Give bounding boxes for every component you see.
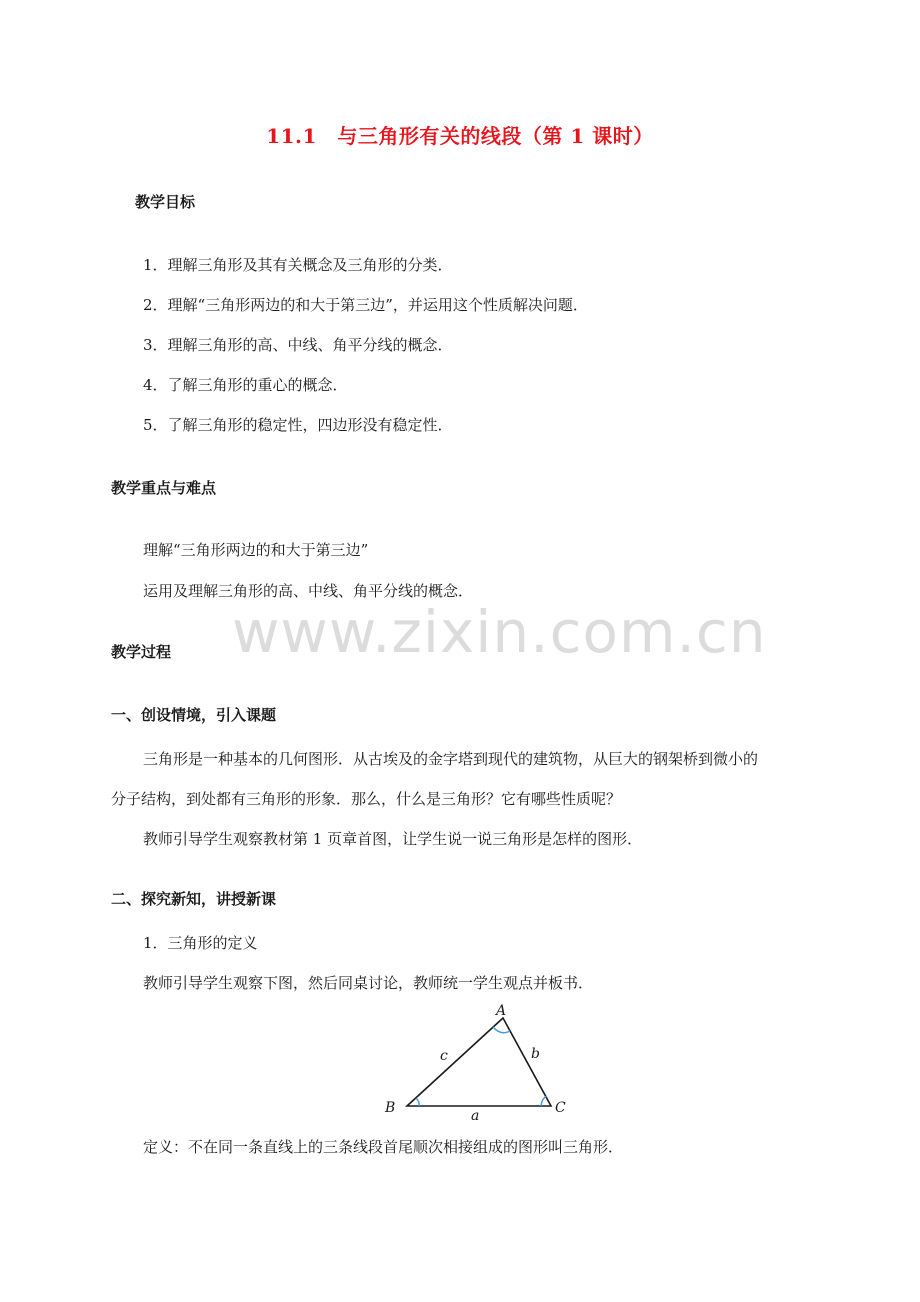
- section2-paragraph-1: 教师引导学生观察下图，然后同桌讨论，教师统一学生观点并板书．: [143, 974, 594, 992]
- section1-paragraph-line-2: 分子结构，到处都有三角形的形象．那么，什么是三角形？它有哪些性质呢？: [111, 790, 622, 808]
- section2-heading: 二、探究新知，讲授新课: [111, 890, 277, 908]
- section2-subheading: 1．三角形的定义: [143, 934, 258, 952]
- key-point-item-1: 理解“三角形两边的和大于第三边”: [143, 541, 369, 559]
- side-label-b: b: [531, 1046, 540, 1062]
- section1-heading: 一、创设情境，引入课题: [111, 706, 277, 724]
- objective-item-2: 2．理解“三角形两边的和大于第三边”，并运用这个性质解决问题．: [143, 296, 588, 314]
- key-point-item-2: 运用及理解三角形的高、中线、角平分线的概念．: [143, 582, 474, 600]
- side-label-a: a: [471, 1108, 480, 1122]
- angle-a-mark: [493, 1027, 510, 1033]
- objective-item-1: 1．理解三角形及其有关概念及三角形的分类．: [143, 256, 453, 274]
- key-points-heading: 教学重点与难点: [111, 479, 217, 497]
- angle-b-mark: [416, 1098, 419, 1106]
- objectives-heading: 教学目标: [135, 193, 196, 211]
- page-title: 11.1 与三角形有关的线段（第 1 课时）: [266, 124, 654, 148]
- objective-item-3: 3．理解三角形的高、中线、角平分线的概念．: [143, 336, 453, 354]
- vertex-label-b: B: [385, 1100, 396, 1116]
- objective-item-4: 4．了解三角形的重心的概念．: [143, 376, 348, 394]
- vertex-label-a: A: [496, 1003, 507, 1019]
- objective-item-5: 5．了解三角形的稳定性，四边形没有稳定性．: [143, 416, 453, 434]
- section1-paragraph-line-1: 三角形是一种基本的几何图形．从古埃及的金字塔到现代的建筑物，从巨大的钢架桥到微小的: [143, 750, 759, 768]
- triangle-shape: [407, 1018, 551, 1106]
- section1-paragraph-2: 教师引导学生观察教材第 1 页章首图，让学生说一说三角形是怎样的图形．: [143, 830, 643, 848]
- triangle-figure: [378, 1000, 578, 1122]
- watermark-text: www.zixin.com.cn: [232, 598, 767, 666]
- definition-paragraph: 定义：不在同一条直线上的三条线段首尾顺次相接组成的图形叫三角形．: [143, 1138, 624, 1156]
- side-label-c: c: [440, 1048, 448, 1064]
- process-heading: 教学过程: [111, 643, 172, 661]
- vertex-label-c: C: [555, 1100, 566, 1116]
